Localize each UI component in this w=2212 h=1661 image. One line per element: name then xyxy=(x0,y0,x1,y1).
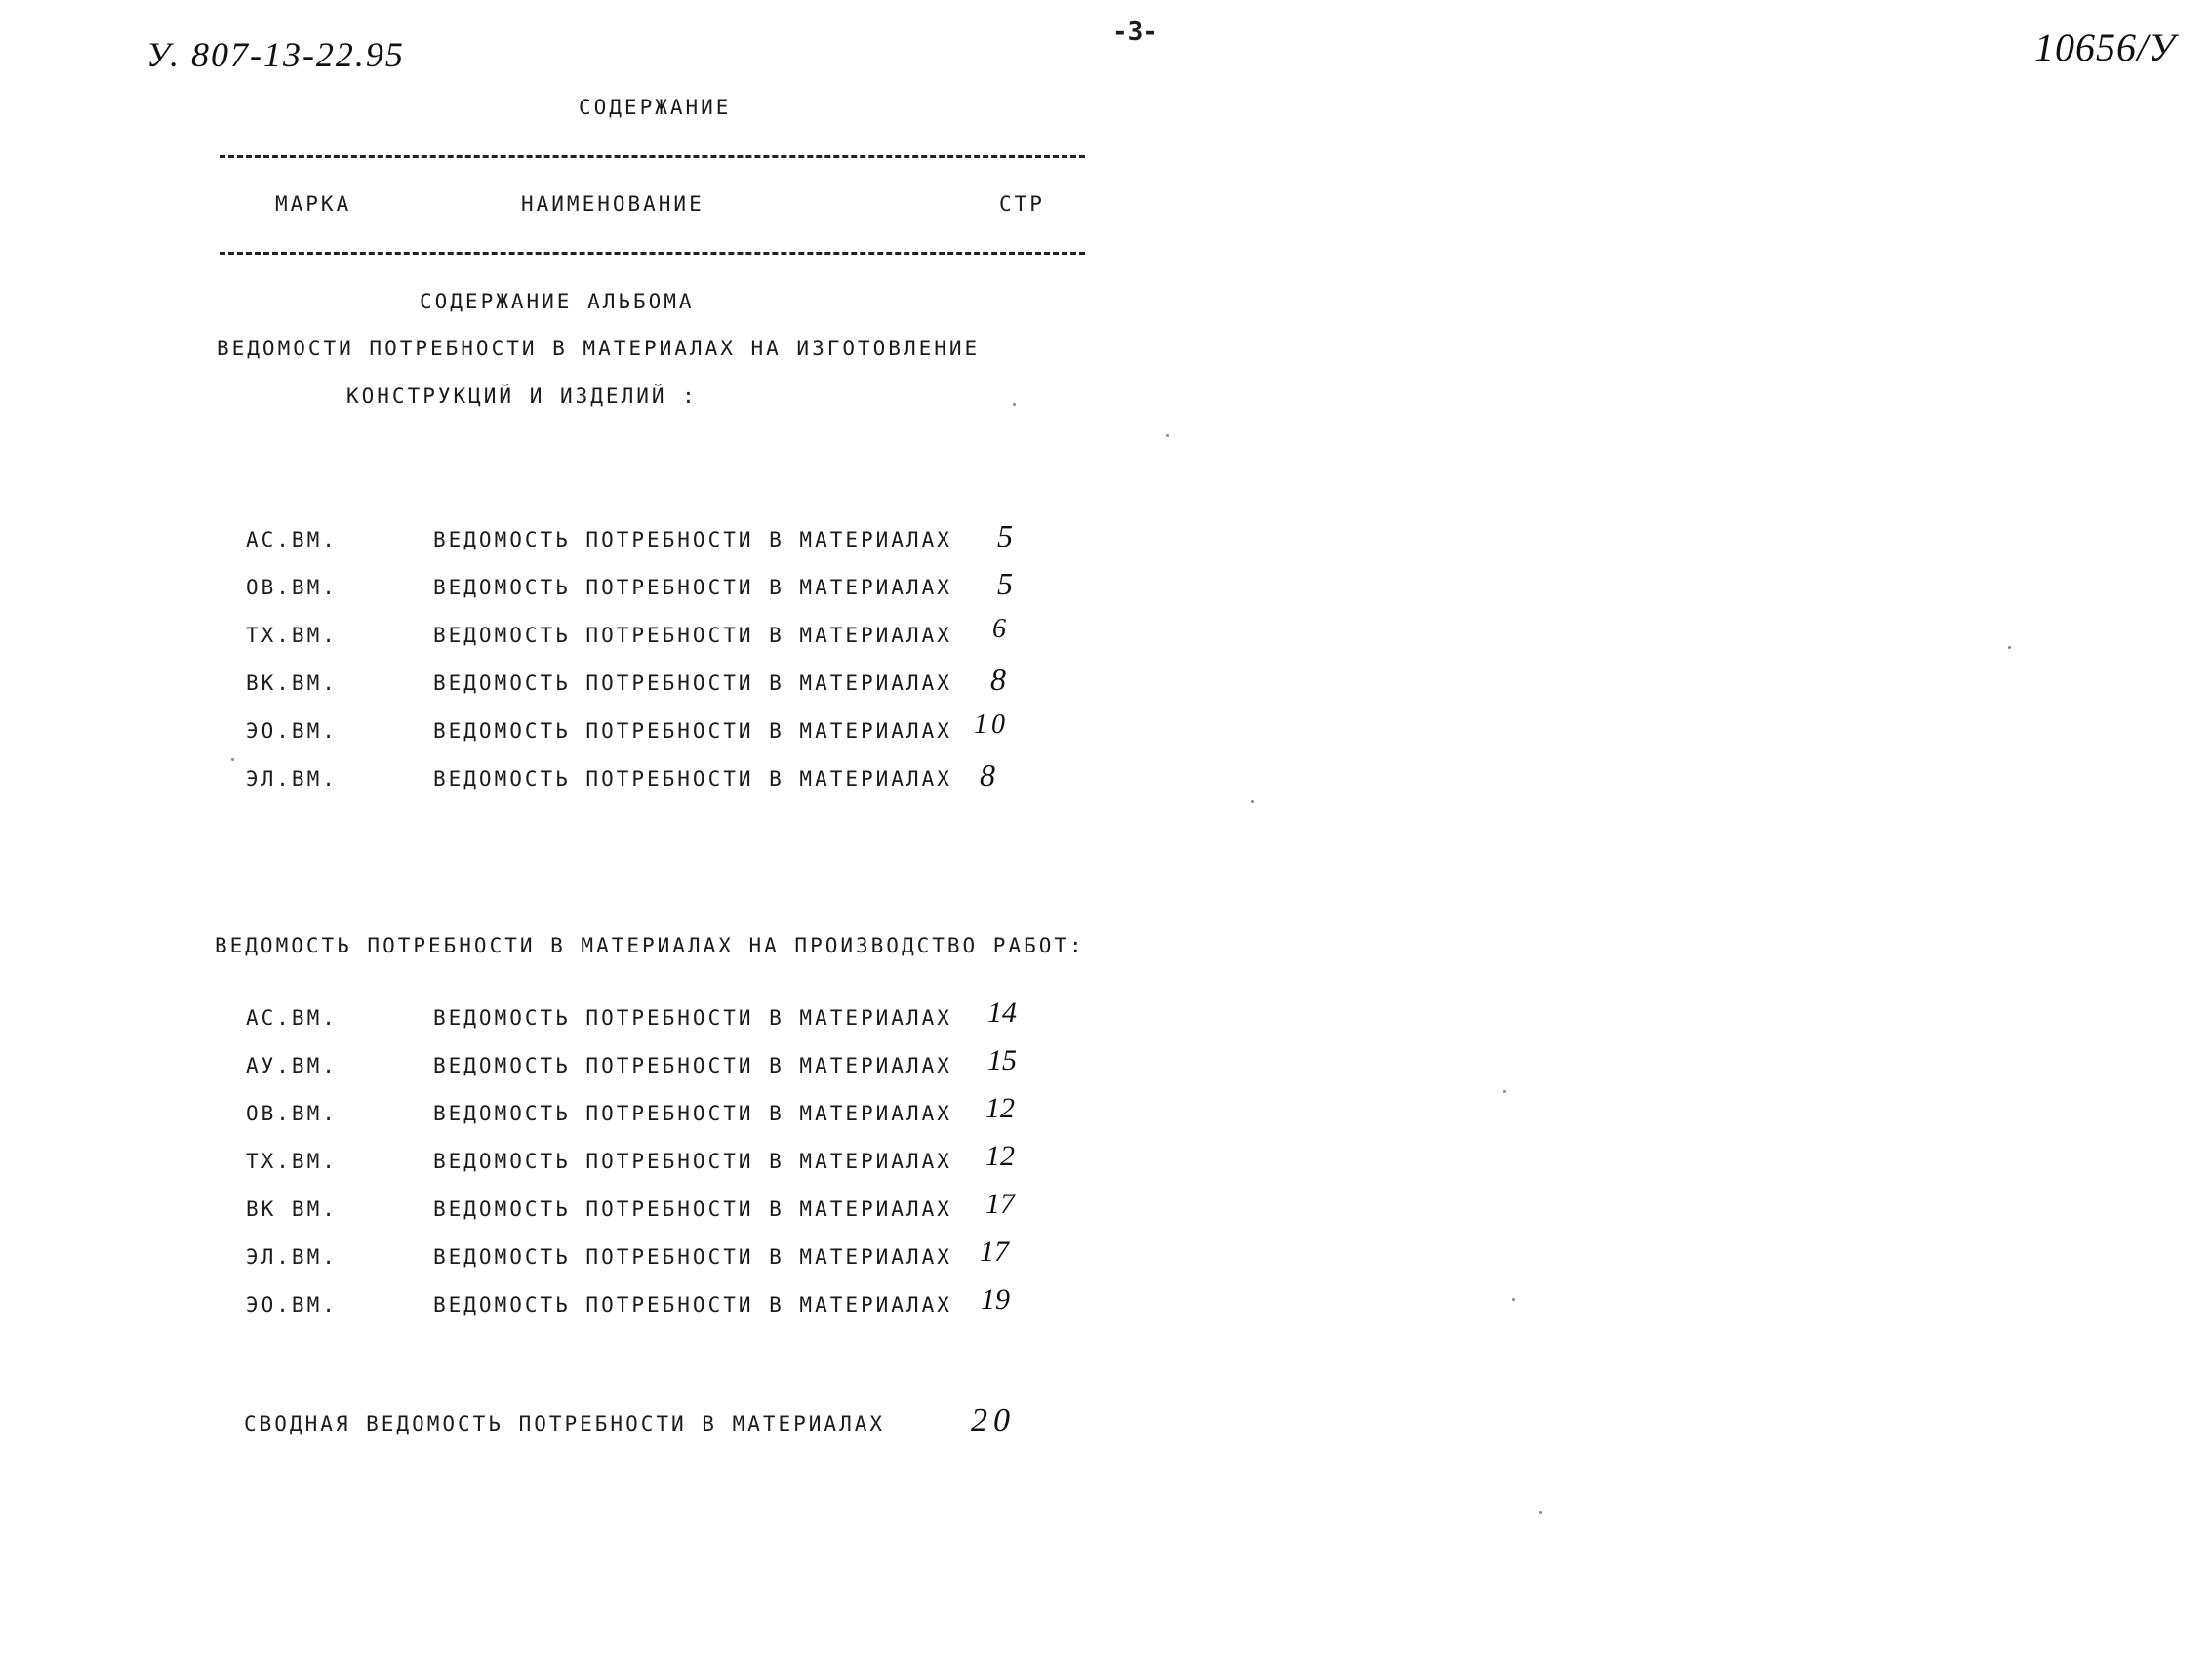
row-name: ВЕДОМОСТЬ ПОТРЕБНОСТИ В МАТЕРИАЛАХ xyxy=(433,1102,952,1125)
summary-page: 20 xyxy=(971,1402,1016,1438)
row-page: 10 xyxy=(974,709,1009,740)
table-row xyxy=(217,1044,1095,1093)
column-header-name: НАИМЕНОВАНИЕ xyxy=(521,192,704,216)
row-name: ВЕДОМОСТЬ ПОТРЕБНОСТИ В МАТЕРИАЛАХ xyxy=(433,719,952,743)
row-mark: ТХ.ВМ. xyxy=(246,624,338,647)
table-row xyxy=(217,662,1095,710)
row-mark: ЭО.ВМ. xyxy=(246,719,338,743)
row-name: ВЕДОМОСТЬ ПОТРЕБНОСТИ В МАТЕРИАЛАХ xyxy=(433,671,952,695)
table-row xyxy=(217,709,1095,758)
row-name: ВЕДОМОСТЬ ПОТРЕБНОСТИ В МАТЕРИАЛАХ xyxy=(433,528,952,551)
table-row xyxy=(217,1236,1095,1284)
row-name: ВЕДОМОСТЬ ПОТРЕБНОСТИ В МАТЕРИАЛАХ xyxy=(433,1293,952,1317)
page-title: СОДЕРЖАНИЕ xyxy=(579,96,732,119)
table-row xyxy=(217,996,1095,1045)
scan-speck xyxy=(1503,1090,1506,1093)
row-name: ВЕДОМОСТЬ ПОТРЕБНОСТИ В МАТЕРИАЛАХ xyxy=(433,1054,952,1077)
scan-speck xyxy=(1539,1511,1542,1514)
table-row xyxy=(217,518,1095,567)
scan-speck xyxy=(2008,646,2011,649)
row-page: 15 xyxy=(987,1044,1017,1076)
row-mark: ВК.ВМ. xyxy=(246,671,338,695)
row-page: 6 xyxy=(992,614,1006,644)
row-page: 17 xyxy=(980,1236,1009,1268)
row-page: 8 xyxy=(990,662,1006,697)
table-row xyxy=(217,757,1095,806)
table-row xyxy=(217,1092,1095,1141)
row-mark: АС.ВМ. xyxy=(246,528,338,551)
row-mark: ОВ.ВМ. xyxy=(246,1102,338,1125)
scan-speck xyxy=(231,758,234,761)
row-page: 14 xyxy=(987,996,1017,1029)
scan-speck xyxy=(1251,800,1254,803)
table-row xyxy=(217,1140,1095,1189)
row-page: 19 xyxy=(981,1283,1010,1316)
scan-speck xyxy=(1512,1298,1515,1301)
row-name: ВЕДОМОСТЬ ПОТРЕБНОСТИ В МАТЕРИАЛАХ xyxy=(433,767,952,790)
row-mark: ЭЛ.ВМ. xyxy=(246,767,338,790)
table-row xyxy=(217,566,1095,615)
row-name: ВЕДОМОСТЬ ПОТРЕБНОСТИ В МАТЕРИАЛАХ xyxy=(433,1197,952,1221)
archive-number: 10656/У xyxy=(2034,25,2177,69)
row-mark: ЭЛ.ВМ. xyxy=(246,1245,338,1269)
row-name: ВЕДОМОСТЬ ПОТРЕБНОСТИ В МАТЕРИАЛАХ xyxy=(433,576,952,599)
row-name: ВЕДОМОСТЬ ПОТРЕБНОСТИ В МАТЕРИАЛАХ xyxy=(433,624,952,647)
section1-title-line2: КОНСТРУКЦИЙ И ИЗДЕЛИЙ : xyxy=(346,385,698,408)
row-mark: ТХ.ВМ. xyxy=(246,1150,338,1173)
scan-speck xyxy=(1166,434,1169,437)
row-page: 17 xyxy=(985,1188,1015,1220)
row-page: 8 xyxy=(980,757,995,792)
row-name: ВЕДОМОСТЬ ПОТРЕБНОСТИ В МАТЕРИАЛАХ xyxy=(433,1006,952,1030)
table-row xyxy=(217,1283,1095,1332)
scan-speck xyxy=(1013,403,1016,406)
row-mark: ЭО.ВМ. xyxy=(246,1293,338,1317)
table-header-top-rule xyxy=(220,155,1085,158)
column-header-page: СТР xyxy=(999,192,1045,216)
row-name: ВЕДОМОСТЬ ПОТРЕБНОСТИ В МАТЕРИАЛАХ xyxy=(433,1150,952,1173)
row-page: 5 xyxy=(997,518,1013,553)
row-name: ВЕДОМОСТЬ ПОТРЕБНОСТИ В МАТЕРИАЛАХ xyxy=(433,1245,952,1269)
album-title: СОДЕРЖАНИЕ АЛЬБОМА xyxy=(420,290,695,313)
row-page: 12 xyxy=(985,1092,1015,1124)
table-header-bottom-rule xyxy=(220,252,1085,255)
table-row xyxy=(217,614,1095,663)
summary-title: СВОДНАЯ ВЕДОМОСТЬ ПОТРЕБНОСТИ В МАТЕРИАЛАХ xyxy=(244,1412,886,1436)
row-page: 5 xyxy=(997,566,1013,601)
row-mark: АУ.ВМ. xyxy=(246,1054,338,1077)
row-mark: ОВ.ВМ. xyxy=(246,576,338,599)
section1-title-line1: ВЕДОМОСТИ ПОТРЕБНОСТИ В МАТЕРИАЛАХ НА ИЗГОТОВЛЕНИЕ xyxy=(217,337,981,360)
document-code: У. 807-13-22.95 xyxy=(146,35,405,74)
column-header-mark: МАРКА xyxy=(275,192,352,216)
row-page: 12 xyxy=(985,1140,1015,1172)
page-number: -3- xyxy=(1112,18,1158,47)
section2-title: ВЕДОМОСТЬ ПОТРЕБНОСТИ В МАТЕРИАЛАХ НА ПРОИЗВОДСТВО РАБОТ: xyxy=(215,934,1085,957)
row-mark: АС.ВМ. xyxy=(246,1006,338,1030)
row-mark: ВК ВМ. xyxy=(246,1197,338,1221)
table-row xyxy=(217,1188,1095,1236)
